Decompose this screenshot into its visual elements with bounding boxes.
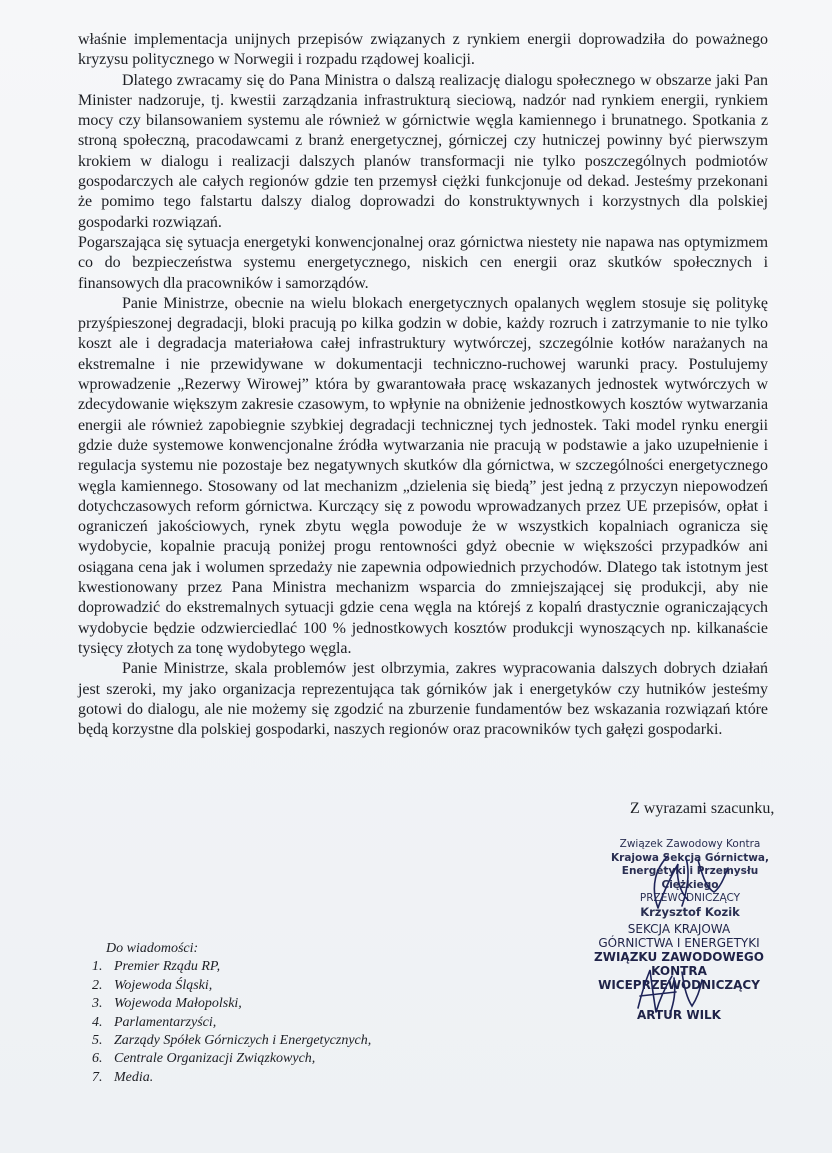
chairman-stamp-line3: Energetyki i Przemysłu Ciężkiego bbox=[621, 865, 759, 891]
list-item: 5. Zarządy Spółek Górniczych i Energetycznych, bbox=[106, 1032, 371, 1050]
distribution-list bbox=[80, 940, 371, 1087]
closing-salutation: Z wyrazami szacunku, bbox=[630, 800, 775, 817]
list-item: 4. Parlamentarzyści, bbox=[106, 1014, 371, 1032]
vice-stamp-name: ARTUR WILK bbox=[637, 1008, 721, 1022]
chairman-stamp-line2: Krajowa Sekcja Górnictwa, bbox=[611, 851, 769, 864]
vice-stamp-line2: GÓRNICTWA I ENERGETYKI bbox=[598, 936, 760, 950]
chairman-stamp-line1: Związek Zawodowy Kontra bbox=[619, 838, 761, 850]
list-item: 2. Wojewoda Śląski, bbox=[106, 977, 371, 995]
vice-chairman-stamp bbox=[566, 922, 792, 1022]
list-item: 3. Wojewoda Małopolski, bbox=[106, 995, 371, 1013]
chairman-stamp-name: Krzysztof Kozik bbox=[640, 904, 740, 919]
chairman-stamp bbox=[600, 838, 780, 919]
distribution-items bbox=[80, 958, 371, 1087]
paragraph-5: Panie Ministrze, skala problemów jest olbrzymia, zakres wypracowania dalszych dobrych działań jest szeroki, my jako organizacja reprezentująca tak górników jak i energetyków czy hutników jesteśmy gotowi do dialogu, ale nie możemy się zgodzić na zburzenie fundamentów bez wskazania rozwiązań które będą korzystne dla polskiej gospodarki, naszych regionów oraz pracowników tych gałęzi gospodarki. bbox=[78, 660, 768, 739]
list-item: 7. Media. bbox=[106, 1069, 371, 1087]
list-item: 1. Premier Rządu RP, bbox=[106, 958, 371, 976]
chairman-stamp-title: PRZEWODNICZĄCY bbox=[639, 892, 741, 904]
paragraph-4: Panie Ministrze, obecnie na wielu blokach energetycznych opalanych węglem stosuje się politykę przyśpieszonej degradacji, bloki pracują po kilka godzin w dobie, każdy rozruch i zatrzymanie to nie tylko koszt ale i degradacja materiałowa całej infrastruktury wytwórczej, szczególnie kotłów narażanych na ekstremalne i nie przewidywane w dokumentacji techniczno-ruchowej warunki pracy. Postulujemy wprowadzenie „Rezerwy Wirowej” która by gwarantowała pracę wskazanych jednostek wytwórczych w zdecydowanie większym zakresie czasowym, to wpłynie na obniżenie jednostkowych kosztów wytwarzania energii ale również zapobiegnie szybkiej degradacji technicznej tych jednostek. Taki model rynku energii gdzie duże systemowe konwencjonalne źródła wytwarzania nie pracują w podstawie a jako uzupełnienie i regulacja systemu nie pozostaje bez negatywnych skutków dla górnictwa, w szczególności energetycznego węgla kamiennego. Stosowany od lat mechanizm „dzielenia się biedą” jest jedną z przyczyn niepowodzeń dotychczasowych reform górnictwa. Kurczący się z powodu wprowadzanych przez UE przepisów, opłat i ograniczeń jakościowych, rynek zbytu węgla powoduje że w wszystkich kopalniach ogranicza się wydobycie, kopalnie pracują poniżej progu rentowności gdyż obecnie w większości przypadków ani osiągana cena jak i wolumen sprzedaży nie zapewnia odpowiednich przychodów. Dlatego tak istotnym jest kwestionowany przez Pana Ministra mechanizm wsparcia do zmniejszającej się produkcji, aby nie doprowadzić do ekstremalnych sytuacji gdzie cena węgla na którejś z kopalń drastycznie ograniczających wydobycie będzie odzwierciedlać 100 % jednostkowych kosztów produkcji wynoszących np. kilkanaście tysięcy złotych za tonę wydobytego węgla. bbox=[78, 294, 768, 657]
paragraph-2: Dlatego zwracamy się do Pana Ministra o dalszą realizację dialogu społecznego w obszarze jaki Pan Minister nadzoruje, tj. kwestii zarządzania infrastrukturą sieciową, nadzór nad rynkiem energii, rynkiem mocy czy bilansowaniem systemu ale również w górnictwie węgla kamiennego i brunatnego. Spotkania z stroną społeczną, pracodawcami z branż energetycznej, górniczej czy hutniczej powinny być pierwszym krokiem w dialogu i realizacji dalszych planów transformacji nie tylko poszczególnych podmiotów gospodarczych ale całych regionów gdzie ten przemysł ciężki funkcjonuje od dekad. Jesteśmy przekonani że pomimo tego falstartu dalszy dialog doprowadzi do konstruktywnych i korzystnych dla polskiej gospodarki rozwiązań. bbox=[78, 71, 768, 231]
list-item: 6. Centrale Organizacji Związkowych, bbox=[106, 1050, 371, 1068]
vice-stamp-line3: ZWIĄZKU ZAWODOWEGO KONTRA bbox=[594, 950, 764, 978]
vice-stamp-line1: SEKCJA KRAJOWA bbox=[627, 922, 731, 936]
paragraph-1: właśnie implementacja unijnych przepisów związanych z rynkiem energii doprowadziła do poważnego kryzysu politycznego w Norwegii i rozpadu rządowej koalicji. bbox=[78, 31, 768, 69]
letter-body bbox=[78, 30, 768, 740]
distribution-title: Do wiadomości: bbox=[106, 941, 199, 956]
vice-stamp-title: WICEPRZEWODNICZĄCY bbox=[598, 978, 760, 992]
paragraph-3: Pogarszająca się sytuacja energetyki konwencjonalnej oraz górnictwa niestety nie napawa nas optymizmem co do bezpieczeństwa systemu energetycznego, niskich cen energii oraz skutków społecznych i finansowych dla pracowników i samorządów. bbox=[78, 233, 768, 292]
